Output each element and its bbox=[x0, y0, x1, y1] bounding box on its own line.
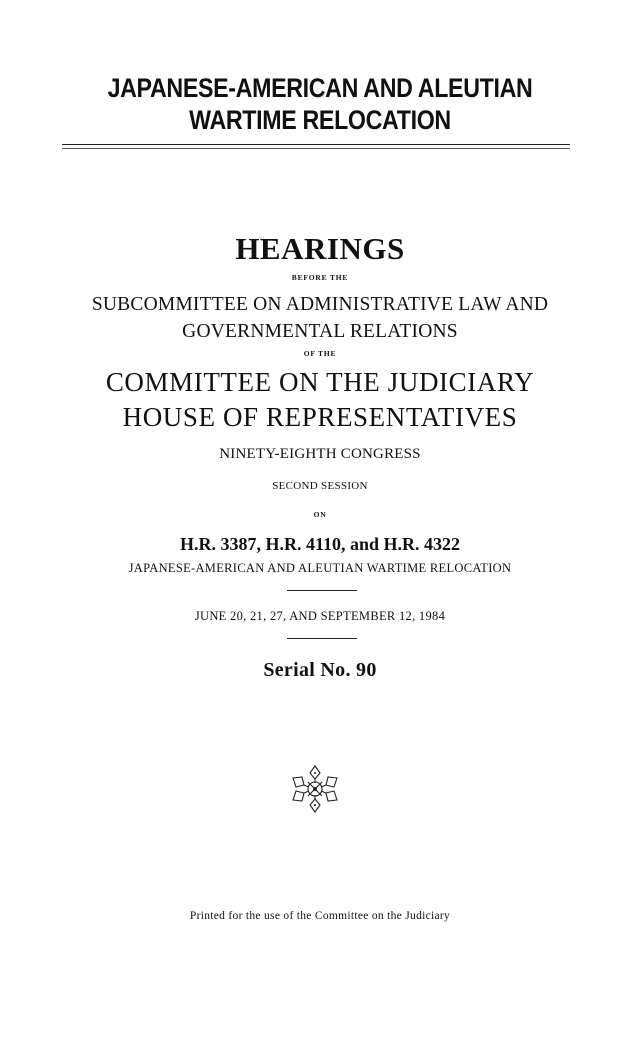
on-text: ON bbox=[313, 510, 327, 519]
before-the-text: BEFORE THE bbox=[291, 273, 349, 282]
title-line-2: WARTIME RELOCATION bbox=[189, 105, 451, 135]
government-printing-office-seal-icon bbox=[285, 763, 345, 815]
committee-name: COMMITTEE ON THE JUDICIARY bbox=[105, 367, 535, 397]
subcommittee-line-2: GOVERNMENTAL RELATIONS bbox=[182, 321, 458, 342]
bills-subject: JAPANESE-AMERICAN AND ALEUTIAN WARTIME RELOCATION bbox=[128, 561, 512, 575]
session-text: SECOND SESSION bbox=[272, 480, 368, 492]
house-name: HOUSE OF REPRESENTATIVES bbox=[122, 402, 518, 432]
hearing-dates: JUNE 20, 21, 27, AND SEPTEMBER 12, 1984 bbox=[194, 609, 446, 623]
congress-text: NINETY-EIGHTH CONGRESS bbox=[219, 446, 421, 462]
title-rule-top bbox=[62, 144, 570, 145]
serial-number: Serial No. 90 bbox=[263, 659, 377, 681]
title-line-1: JAPANESE-AMERICAN AND ALEUTIAN bbox=[107, 73, 533, 103]
printed-for-text: Printed for the use of the Committee on the Judiciary bbox=[189, 910, 451, 922]
separator-rule-2 bbox=[287, 638, 357, 639]
title-rule-bottom bbox=[62, 148, 570, 149]
separator-rule-1 bbox=[287, 590, 357, 591]
hearings-heading: HEARINGS bbox=[235, 231, 405, 266]
subcommittee-line-1: SUBCOMMITTEE ON ADMINISTRATIVE LAW AND bbox=[91, 294, 549, 315]
bill-numbers: H.R. 3387, H.R. 4110, and H.R. 4322 bbox=[179, 534, 461, 554]
of-the-text: OF THE bbox=[303, 349, 337, 358]
